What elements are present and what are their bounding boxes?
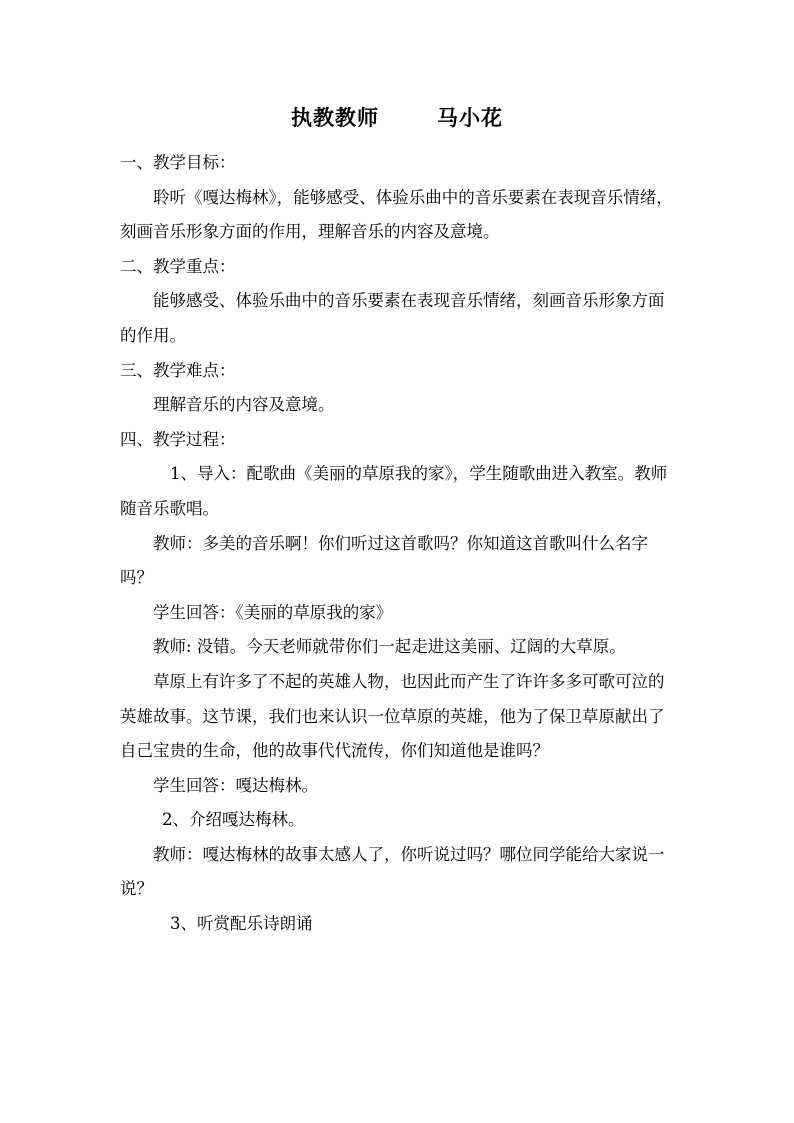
student-answer-hero: 学生回答：嘎达梅林。 [153, 775, 318, 795]
step-intro: 1、导入：配歌曲《美丽的草原我的家》，学生随歌曲进入教室。教师随音乐歌唱。 [120, 464, 668, 518]
document-body [120, 146, 680, 942]
step-introduce: 2、介绍嘎达梅林。 [162, 810, 305, 830]
teacher-story: 草原上有许多了不起的英雄人物，也因此而产生了许许多多可歌可泣的英雄故事。这节课，我们也来认识一位草原的英雄，他为了保卫草原献出了自己宝贵的生命，他的故事代代流传，你们知道他是谁吗？ [120, 671, 665, 761]
student-answer-song: 学生回答：《美丽的草原我的家》 [153, 602, 393, 622]
heading-difficulties: 三、教学难点： [120, 360, 236, 380]
document-title [0, 102, 794, 132]
heading-key-points: 二、教学重点： [120, 256, 236, 276]
paragraph-objectives: 聆听《嘎达梅林》，能够感受、体验乐曲中的音乐要素在表现音乐情绪，刻画音乐形象方面的作用，理解音乐的内容及意境。 [120, 187, 673, 242]
teacher-question: 教师：多美的音乐啊！你们听过这首歌吗？你知道这首歌叫什么名字吗？ [120, 533, 648, 588]
heading-process: 四、教学过程： [120, 429, 236, 449]
title-role: 执教教师 [291, 105, 379, 130]
paragraph-key-points: 能够感受、体验乐曲中的音乐要素在表现音乐情绪，刻画音乐形象方面的作用。 [120, 291, 665, 345]
step-listen: 3、听赏配乐诗朗诵 [170, 914, 313, 934]
title-name: 马小花 [437, 105, 503, 130]
teacher-response: 教师: 没错。今天老师就带你们一起走进这美丽、辽阔的大草原。 [153, 637, 626, 657]
teacher-ask-story: 教师：嘎达梅林的故事太感人了，你听说过吗？哪位同学能给大家说一说？ [120, 844, 665, 899]
heading-objectives: 一、教学目标： [120, 153, 236, 172]
paragraph-difficulties: 理解音乐的内容及意境。 [153, 395, 335, 415]
